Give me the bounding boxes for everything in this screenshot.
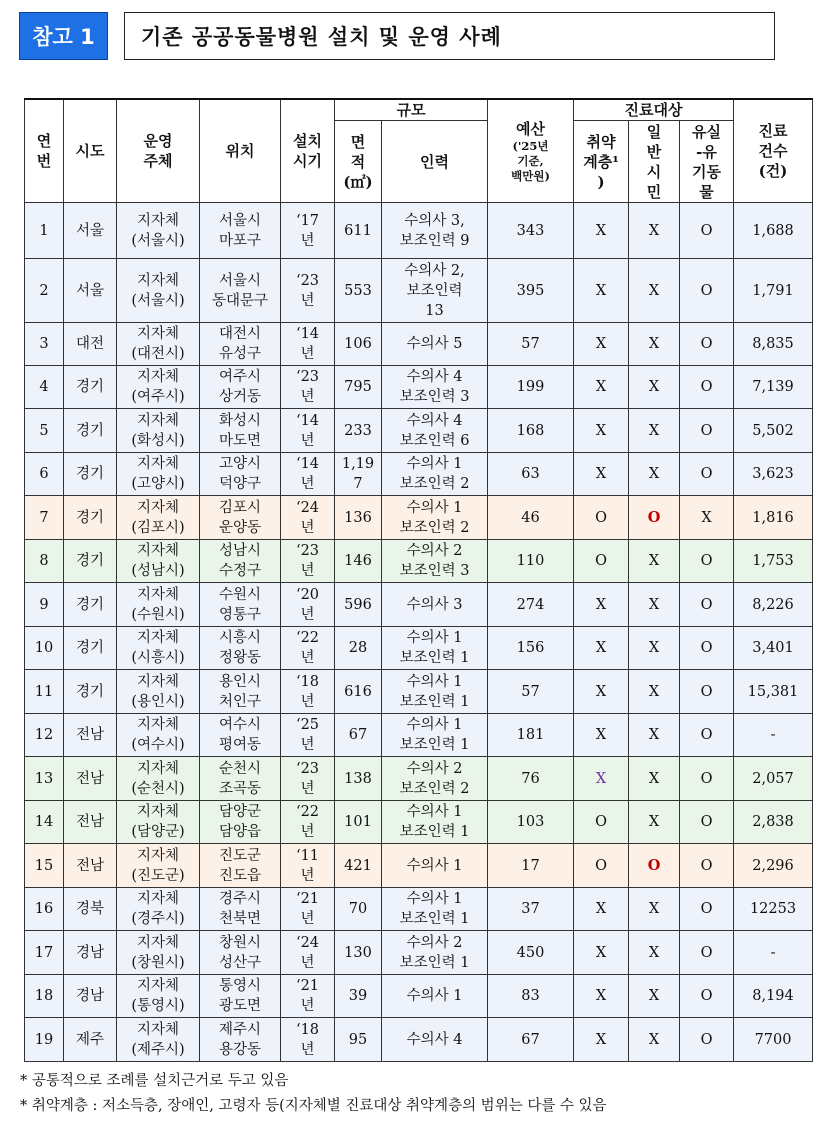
cell-established: ‘24 년 (281, 931, 335, 975)
cell-sido: 서울 (64, 203, 117, 259)
cell-operator: 지자체 (진도군) (117, 844, 200, 888)
cell-stray: O (680, 627, 734, 670)
cell-no: 7 (25, 496, 64, 540)
page-title: 기존 공공동물병원 설치 및 운영 사례 (124, 12, 775, 60)
cell-location: 수원시 영통구 (200, 583, 281, 627)
cell-established: ‘23 년 (281, 757, 335, 801)
cell-area: 616 (335, 670, 382, 714)
cell-operator: 지자체 (순천시) (117, 757, 200, 801)
cell-cases: 8,226 (734, 583, 813, 627)
cell-operator: 지자체 (여수시) (117, 714, 200, 757)
cell-general: X (629, 757, 680, 801)
table-row (25, 801, 813, 844)
cell-established: ‘11 년 (281, 844, 335, 888)
cell-budget: 37 (488, 888, 574, 931)
cell-staff: 수의사 1 보조인력 2 (382, 453, 488, 496)
cell-operator: 지자체 (담양군) (117, 801, 200, 844)
footnote-1: * 공통적으로 조례를 설치근거로 두고 있음 (20, 1073, 289, 1089)
cell-sido: 제주 (64, 1018, 117, 1062)
cell-no: 10 (25, 627, 64, 670)
cell-budget: 103 (488, 801, 574, 844)
cell-established: ‘14 년 (281, 409, 335, 453)
cell-operator: 지자체 (수원시) (117, 583, 200, 627)
cell-established: ‘23 년 (281, 540, 335, 583)
cell-general: X (629, 975, 680, 1018)
cell-cases: 3,623 (734, 453, 813, 496)
cell-staff: 수의사 1 보조인력 1 (382, 714, 488, 757)
cell-vulnerable: X (574, 453, 629, 496)
header-stray: 유실 -유 기동 물 (680, 121, 734, 203)
cell-sido: 전남 (64, 714, 117, 757)
cell-general: X (629, 540, 680, 583)
cell-general: X (629, 714, 680, 757)
cell-sido: 대전 (64, 323, 117, 366)
cell-staff: 수의사 4 보조인력 3 (382, 366, 488, 409)
cell-budget: 63 (488, 453, 574, 496)
cell-cases: 2,838 (734, 801, 813, 844)
cell-cases: 5,502 (734, 409, 813, 453)
cell-sido: 서울 (64, 259, 117, 323)
cell-no: 8 (25, 540, 64, 583)
cell-vulnerable: X (574, 931, 629, 975)
header-area: 면 적 (㎡) (335, 121, 382, 203)
cell-staff: 수의사 2 보조인력 1 (382, 931, 488, 975)
cell-vulnerable: X (574, 975, 629, 1018)
cell-staff: 수의사 1 보조인력 1 (382, 627, 488, 670)
cell-staff: 수의사 5 (382, 323, 488, 366)
cell-sido: 전남 (64, 844, 117, 888)
cell-budget: 67 (488, 1018, 574, 1062)
cell-staff: 수의사 1 보조인력 1 (382, 670, 488, 714)
cell-stray: X (680, 496, 734, 540)
cell-no: 15 (25, 844, 64, 888)
cell-operator: 지자체 (경주시) (117, 888, 200, 931)
cell-area: 130 (335, 931, 382, 975)
header-no: 연 번 (25, 99, 64, 203)
cell-sido: 경남 (64, 975, 117, 1018)
cell-area: 596 (335, 583, 382, 627)
cell-vulnerable: X (574, 757, 629, 801)
cell-location: 담양군 담양읍 (200, 801, 281, 844)
cell-operator: 지자체 (통영시) (117, 975, 200, 1018)
cell-budget: 181 (488, 714, 574, 757)
cell-established: ‘21 년 (281, 975, 335, 1018)
cell-general: X (629, 583, 680, 627)
cell-no: 17 (25, 931, 64, 975)
cell-location: 용인시 처인구 (200, 670, 281, 714)
cell-no: 13 (25, 757, 64, 801)
cell-general: X (629, 888, 680, 931)
header-budget-note: ('25년 기준, 백만원) (511, 138, 550, 183)
cell-stray: O (680, 259, 734, 323)
cell-area: 795 (335, 366, 382, 409)
cell-budget: 76 (488, 757, 574, 801)
cell-sido: 경남 (64, 931, 117, 975)
cell-vulnerable: X (574, 259, 629, 323)
cell-cases: 8,194 (734, 975, 813, 1018)
cell-operator: 지자체 (화성시) (117, 409, 200, 453)
cell-general: O (629, 496, 680, 540)
cell-general: X (629, 453, 680, 496)
cell-location: 진도군 진도읍 (200, 844, 281, 888)
cell-established: ‘21 년 (281, 888, 335, 931)
cell-sido: 경기 (64, 453, 117, 496)
cell-vulnerable: X (574, 670, 629, 714)
cell-established: ‘23 년 (281, 259, 335, 323)
cell-location: 경주시 천북면 (200, 888, 281, 931)
cell-no: 11 (25, 670, 64, 714)
cell-budget: 83 (488, 975, 574, 1018)
header-scale: 규모 (335, 99, 488, 121)
cell-location: 창원시 성산구 (200, 931, 281, 975)
cell-budget: 395 (488, 259, 574, 323)
cell-area: 146 (335, 540, 382, 583)
cell-vulnerable: X (574, 888, 629, 931)
cell-budget: 17 (488, 844, 574, 888)
cell-vulnerable: X (574, 627, 629, 670)
cell-area: 106 (335, 323, 382, 366)
cell-location: 고양시 덕양구 (200, 453, 281, 496)
cell-operator: 지자체 (김포시) (117, 496, 200, 540)
cell-sido: 경기 (64, 496, 117, 540)
header-cases: 진료 건수 (건) (734, 99, 813, 203)
cell-area: 67 (335, 714, 382, 757)
cell-sido: 경북 (64, 888, 117, 931)
header-established: 설치 시기 (281, 99, 335, 203)
cell-budget: 199 (488, 366, 574, 409)
cell-no: 4 (25, 366, 64, 409)
cell-general: X (629, 1018, 680, 1062)
cell-location: 화성시 마도면 (200, 409, 281, 453)
cell-location: 서울시 마포구 (200, 203, 281, 259)
cell-no: 16 (25, 888, 64, 931)
cell-cases: - (734, 714, 813, 757)
cell-vulnerable: X (574, 203, 629, 259)
cell-area: 136 (335, 496, 382, 540)
cell-general: X (629, 323, 680, 366)
cell-sido: 경기 (64, 409, 117, 453)
cell-general: X (629, 203, 680, 259)
cell-established: ‘20 년 (281, 583, 335, 627)
table-row (25, 453, 813, 496)
cell-stray: O (680, 540, 734, 583)
cell-established: ‘18 년 (281, 1018, 335, 1062)
cell-no: 6 (25, 453, 64, 496)
cell-staff: 수의사 2 보조인력 3 (382, 540, 488, 583)
cell-budget: 274 (488, 583, 574, 627)
cell-vulnerable: X (574, 714, 629, 757)
cell-operator: 지자체 (대전시) (117, 323, 200, 366)
cell-stray: O (680, 203, 734, 259)
cell-budget: 168 (488, 409, 574, 453)
cell-vulnerable: X (574, 409, 629, 453)
cell-established: ‘14 년 (281, 323, 335, 366)
cell-established: ‘18 년 (281, 670, 335, 714)
cell-operator: 지자체 (시흥시) (117, 627, 200, 670)
cell-budget: 156 (488, 627, 574, 670)
cell-cases: 7700 (734, 1018, 813, 1062)
cell-established: ‘22 년 (281, 627, 335, 670)
cell-general: X (629, 931, 680, 975)
cell-vulnerable: X (574, 323, 629, 366)
table-row (25, 975, 813, 1018)
cell-staff: 수의사 1 보조인력 1 (382, 888, 488, 931)
cell-cases: 15,381 (734, 670, 813, 714)
cell-sido: 경기 (64, 670, 117, 714)
cell-vulnerable: X (574, 583, 629, 627)
cell-general: X (629, 409, 680, 453)
cell-location: 통영시 광도면 (200, 975, 281, 1018)
cell-stray: O (680, 844, 734, 888)
cell-stray: O (680, 714, 734, 757)
cell-location: 여주시 상거동 (200, 366, 281, 409)
cell-general: X (629, 801, 680, 844)
table-row (25, 366, 813, 409)
cell-budget: 110 (488, 540, 574, 583)
cell-no: 14 (25, 801, 64, 844)
cell-stray: O (680, 888, 734, 931)
header-budget (488, 99, 574, 203)
cell-staff: 수의사 4 보조인력 6 (382, 409, 488, 453)
table-row (25, 931, 813, 975)
cell-vulnerable: X (574, 1018, 629, 1062)
cell-established: ‘22 년 (281, 801, 335, 844)
cell-operator: 지자체 (고양시) (117, 453, 200, 496)
cell-cases: - (734, 931, 813, 975)
table-row (25, 496, 813, 540)
cell-cases: 8,835 (734, 323, 813, 366)
header-target: 진료대상 (574, 99, 734, 121)
header-sido: 시도 (64, 99, 117, 203)
cell-established: ‘23 년 (281, 366, 335, 409)
cell-staff: 수의사 1 (382, 844, 488, 888)
cell-no: 9 (25, 583, 64, 627)
header-staff: 인력 (382, 121, 488, 203)
cell-location: 성남시 수정구 (200, 540, 281, 583)
cell-staff: 수의사 3, 보조인력 9 (382, 203, 488, 259)
cell-sido: 전남 (64, 757, 117, 801)
table-row (25, 203, 813, 259)
cell-operator: 지자체 (창원시) (117, 931, 200, 975)
cell-cases: 1,816 (734, 496, 813, 540)
reference-badge: 참고 1 (19, 12, 108, 60)
cell-budget: 57 (488, 670, 574, 714)
cell-cases: 1,753 (734, 540, 813, 583)
cell-cases: 2,296 (734, 844, 813, 888)
cell-cases: 2,057 (734, 757, 813, 801)
cell-area: 553 (335, 259, 382, 323)
cell-general: X (629, 627, 680, 670)
cell-sido: 전남 (64, 801, 117, 844)
table-row (25, 409, 813, 453)
cell-stray: O (680, 975, 734, 1018)
cell-budget: 450 (488, 931, 574, 975)
cell-area: 28 (335, 627, 382, 670)
cell-location: 서울시 동대문구 (200, 259, 281, 323)
cell-stray: O (680, 670, 734, 714)
header-budget-label: 예산 (516, 119, 545, 138)
cell-operator: 지자체 (용인시) (117, 670, 200, 714)
cell-staff: 수의사 4 (382, 1018, 488, 1062)
cell-general: X (629, 366, 680, 409)
cell-location: 시흥시 정왕동 (200, 627, 281, 670)
cell-area: 138 (335, 757, 382, 801)
cell-vulnerable: O (574, 540, 629, 583)
cell-area: 1,19 7 (335, 453, 382, 496)
cell-established: ‘17 년 (281, 203, 335, 259)
cell-sido: 경기 (64, 540, 117, 583)
cell-no: 18 (25, 975, 64, 1018)
hospital-table (24, 98, 813, 1062)
cell-sido: 경기 (64, 366, 117, 409)
cell-no: 12 (25, 714, 64, 757)
cell-stray: O (680, 453, 734, 496)
table-row (25, 259, 813, 323)
cell-stray: O (680, 757, 734, 801)
table-row (25, 670, 813, 714)
cell-area: 421 (335, 844, 382, 888)
table-row (25, 323, 813, 366)
cell-operator: 지자체 (제주시) (117, 1018, 200, 1062)
cell-area: 233 (335, 409, 382, 453)
cell-vulnerable: O (574, 801, 629, 844)
cell-location: 여수시 평여동 (200, 714, 281, 757)
cell-operator: 지자체 (서울시) (117, 259, 200, 323)
cell-cases: 3,401 (734, 627, 813, 670)
cell-staff: 수의사 1 (382, 975, 488, 1018)
cell-no: 2 (25, 259, 64, 323)
cell-operator: 지자체 (서울시) (117, 203, 200, 259)
cell-staff: 수의사 1 보조인력 2 (382, 496, 488, 540)
cell-no: 1 (25, 203, 64, 259)
header-vulnerable: 취약 계층¹ ) (574, 121, 629, 203)
cell-stray: O (680, 366, 734, 409)
cell-area: 95 (335, 1018, 382, 1062)
header-operator: 운영 주체 (117, 99, 200, 203)
cell-general: X (629, 259, 680, 323)
cell-budget: 57 (488, 323, 574, 366)
cell-stray: O (680, 931, 734, 975)
cell-staff: 수의사 2 보조인력 2 (382, 757, 488, 801)
table-row (25, 1018, 813, 1062)
cell-vulnerable: O (574, 844, 629, 888)
cell-operator: 지자체 (성남시) (117, 540, 200, 583)
cell-stray: O (680, 583, 734, 627)
cell-staff: 수의사 3 (382, 583, 488, 627)
table-row (25, 714, 813, 757)
table-row (25, 844, 813, 888)
header-location: 위치 (200, 99, 281, 203)
cell-staff: 수의사 1 보조인력 1 (382, 801, 488, 844)
cell-operator: 지자체 (여주시) (117, 366, 200, 409)
cell-vulnerable: X (574, 366, 629, 409)
cell-cases: 7,139 (734, 366, 813, 409)
cell-cases: 1,688 (734, 203, 813, 259)
cell-no: 5 (25, 409, 64, 453)
cell-sido: 경기 (64, 583, 117, 627)
cell-area: 70 (335, 888, 382, 931)
cell-established: ‘24 년 (281, 496, 335, 540)
footnote-2: * 취약계층 : 저소득층, 장애인, 고령자 등(지자체별 진료대상 취약계층의 범위는 다를 수 있음 (20, 1098, 607, 1114)
cell-no: 19 (25, 1018, 64, 1062)
cell-stray: O (680, 323, 734, 366)
table-row (25, 540, 813, 583)
cell-area: 39 (335, 975, 382, 1018)
cell-budget: 46 (488, 496, 574, 540)
cell-stray: O (680, 801, 734, 844)
cell-stray: O (680, 409, 734, 453)
cell-vulnerable: O (574, 496, 629, 540)
cell-stray: O (680, 1018, 734, 1062)
cell-sido: 경기 (64, 627, 117, 670)
cell-no: 3 (25, 323, 64, 366)
cell-general: O (629, 844, 680, 888)
cell-established: ‘25 년 (281, 714, 335, 757)
table-body (25, 203, 813, 1062)
table-row (25, 888, 813, 931)
cell-location: 김포시 운양동 (200, 496, 281, 540)
cell-staff: 수의사 2, 보조인력 13 (382, 259, 488, 323)
cell-area: 611 (335, 203, 382, 259)
cell-cases: 12253 (734, 888, 813, 931)
header-general: 일 반 시 민 (629, 121, 680, 203)
table-row (25, 583, 813, 627)
table-row (25, 627, 813, 670)
cell-location: 대전시 유성구 (200, 323, 281, 366)
cell-budget: 343 (488, 203, 574, 259)
cell-established: ‘14 년 (281, 453, 335, 496)
cell-location: 제주시 용강동 (200, 1018, 281, 1062)
cell-area: 101 (335, 801, 382, 844)
cell-cases: 1,791 (734, 259, 813, 323)
cell-general: X (629, 670, 680, 714)
cell-location: 순천시 조곡동 (200, 757, 281, 801)
table-row (25, 757, 813, 801)
